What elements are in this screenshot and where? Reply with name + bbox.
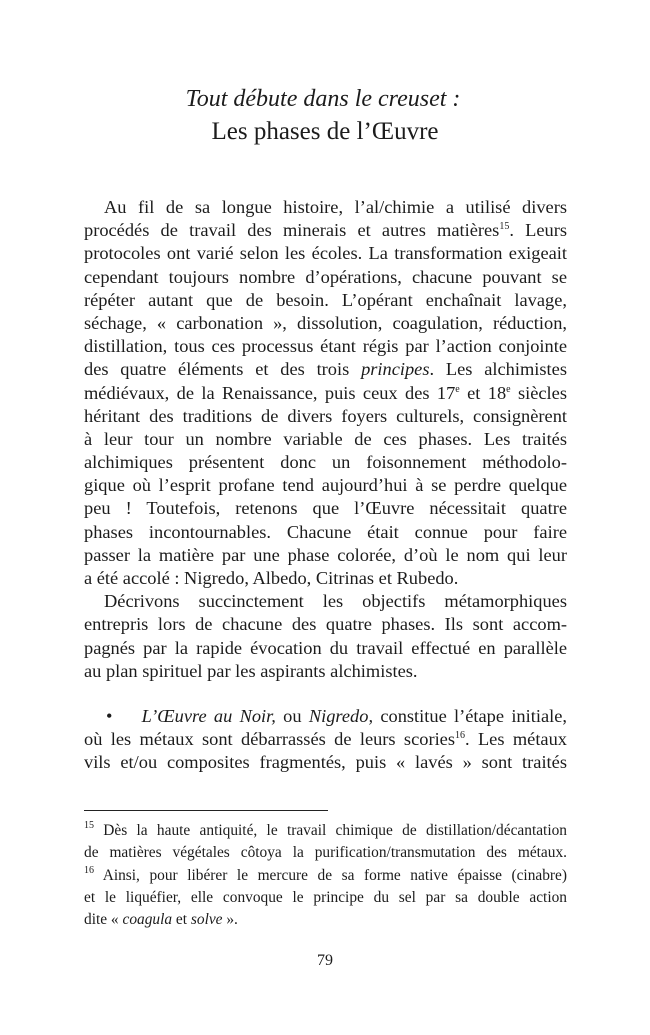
paragraph-line: phases incontournables. Chacune était connue pour faire: [84, 521, 567, 542]
footnote-line: $^{16}$ Ainsi, pour libérer le mercure de sa forme native épaisse (cinabre): [84, 864, 567, 884]
paragraph-line: alchimiques présentent donc un foisonnement méthodolo-: [84, 452, 567, 473]
footnote-divider: [84, 810, 328, 811]
paragraph-line: où les métaux sont débarrassés de leurs scories$^{16}$. Les métaux: [84, 729, 567, 750]
footnote-line: $^{15}$ Dès la haute antiquité, le travail chimique de distillation/décantation: [84, 820, 567, 839]
paragraph-line: gique où l’esprit profane tend aujourd’hui à se perdre quelque: [84, 475, 567, 496]
paragraph-line: des quatre éléments et des trois principes. Les alchimistes: [84, 359, 567, 380]
footnotes: [84, 820, 567, 931]
paragraph-line: procédés de travail des minerais et autres matières$^{15}$. Leurs: [84, 220, 568, 241]
paragraph-line: pagnés par la rapide évocation du travail effectué en parallèle: [84, 637, 567, 658]
paragraph-line: héritant des traditions de divers foyers culturels, consignèrent: [84, 405, 567, 426]
bullet-icon: •: [106, 705, 113, 726]
chapter-title: Les phases de l’Œuvre: [211, 118, 439, 145]
paragraph-line: a été accolé : Nigredo, Albedo, Citrinas et Rubedo.: [84, 568, 459, 588]
paragraph-line: passer la matière par une phase colorée, d’où le nom qui leur: [84, 544, 567, 565]
paragraph-line: entrepris lors de chacune des quatre phases. Ils sont accom-: [84, 614, 567, 635]
bullet-line: • L’Œuvre au Noir, ou Nigredo, constitue l’étape initiale,: [106, 705, 567, 726]
paragraph-line: distillation, tous ces processus étant régis par l’action conjointe: [84, 336, 567, 357]
paragraph-line: Au fil de sa longue histoire, l’al/chimie a utilisé divers: [104, 197, 567, 217]
page-number: 79: [317, 952, 333, 969]
footnote-line: de matières végétales côtoya la purification/transmutation des métaux.: [84, 844, 567, 862]
paragraph-line: protocoles ont varié selon les écoles. La transformation exigeait: [84, 243, 567, 264]
paragraph-line: répéter autant que de besoin. L’opérant enchaînait lavage,: [84, 289, 567, 310]
footnote-line: dite « coagula et solve ».: [84, 911, 238, 929]
paragraph-line: peu ! Toutefois, retenons que l’Œuvre nécessitait quatre: [84, 498, 567, 519]
chapter-subtitle: Tout débute dans le creuset :: [185, 86, 461, 112]
paragraph-line: médiévaux, de la Renaissance, puis ceux des 17e et 18e siècles: [84, 382, 567, 403]
footnote-ref: 15: [499, 221, 510, 233]
paragraph-line: Décrivons succinctement les objectifs métamorphiques: [104, 591, 567, 612]
paragraph-line: au plan spirituel par les aspirants alchimistes.: [84, 660, 418, 681]
paragraph-line: cependant toujours nombre d’opérations, chacune pouvant se: [84, 266, 567, 287]
paragraph-line: vils et/ou composites fragmentés, puis « lavés » sont traités: [84, 752, 567, 773]
footnote-ref: 16: [455, 730, 465, 742]
footnote-line: et le liquéfier, elle convoque le principe du sel par sa double action: [84, 888, 567, 906]
paragraph-line: à leur tour un nombre variable de ces phases. Les traités: [84, 428, 567, 449]
paragraph-line: séchage, « carbonation », dissolution, coagulation, réduction,: [84, 312, 567, 333]
body-text: [84, 196, 567, 775]
